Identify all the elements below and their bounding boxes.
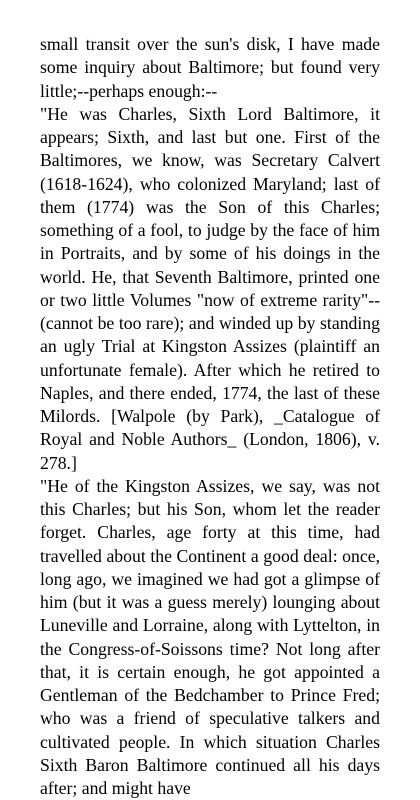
document-page xyxy=(40,33,380,800)
paragraph-charles-sixth-lord: "He was Charles, Sixth Lord Baltimore, it appears; Sixth, and last but one. First of the Baltimores, we know, was Secretary Calvert (1618-1624), who colonized Maryland; last of them (1774) was the Son of this Charles; something of a fool, to judge by the face of him in Portraits, and by some of his doings in the world. He, that Seventh Baltimore, printed one or two little Volumes "now of extreme rarity"--(cannot be too rare); and winded up by standing an ugly Trial at Kingston Assizes (plaintiff an unfortunate female). After which he retired to Naples, and there ended, 1774, the last of these Milords. [Walpole (by Park), _Catalogue of Royal and Noble Authors_ (London, 1806), v. 278.] xyxy=(40,103,380,473)
paragraph-kingston-assizes: "He of the Kingston Assizes, we say, was not this Charles; but his Son, whom let the reader forget. Charles, age forty at this time, had travelled about the Continent a good deal: once, long ago, we imagined we had got a glimpse of him (but it was a guess merely) lounging about Luneville and Lorraine, along with Lyttelton, in the Congress-of-Soissons time? Not long after that, it is certain enough, he got appointed a Gentleman of the Bedchamber to Prince Fred; who was a friend of speculative talkers and cultivated people. In which situation Charles Sixth Baron Baltimore continued all his days after; and might have xyxy=(40,475,380,798)
paragraph-intro: small transit over the sun's disk, I have made some inquiry about Baltimore; but found very little;--perhaps enough:-- xyxy=(40,34,380,101)
